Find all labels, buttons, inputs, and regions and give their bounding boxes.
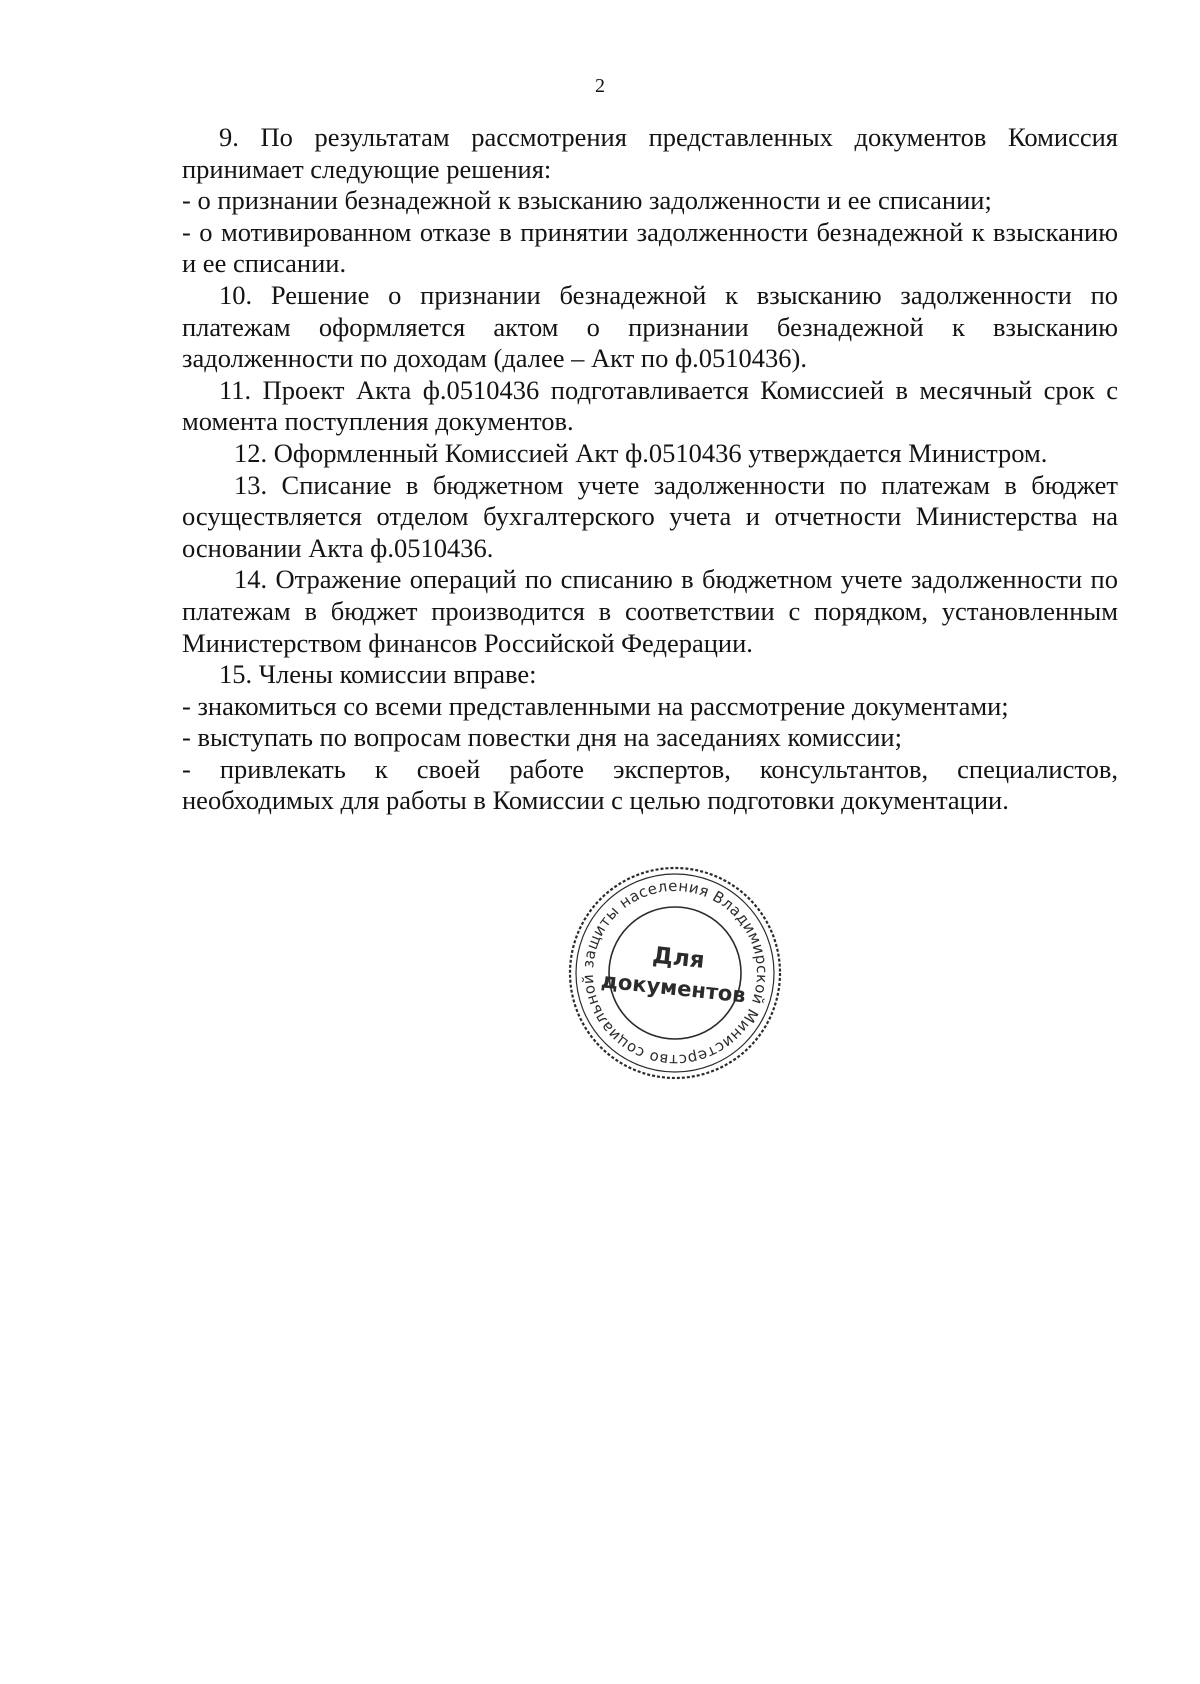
document-body [182, 122, 1118, 817]
paragraph-9-item-2: - о мотивированном отказе в принятии задолженности безнадежной к взысканию и ее списании. [182, 216, 1118, 279]
page-number: 2 [595, 75, 605, 97]
svg-text:Министерство социальной защиты [560, 858, 790, 1088]
official-seal-stamp [560, 858, 790, 1088]
paragraph-11: 11. Проект Акта ф.0510436 подготавливается Комиссией в месячный срок с момента поступления документов. [182, 374, 1118, 437]
stamp-center-line-2: документов [600, 968, 747, 1008]
paragraph-9-intro: 9. По результатам рассмотрения представленных документов Комиссия принимает следующие решения: [182, 122, 1118, 184]
stamp-center-line-1: Для [651, 942, 706, 974]
paragraph-12: 12. Оформленный Комиссией Акт ф.0510436 утверждается Министром. [234, 437, 1048, 468]
paragraph-15-item-2: - выступать по вопросам повестки дня на заседаниях комиссии; [182, 722, 902, 753]
paragraph-15-intro: 15. Члены комиссии вправе: [219, 659, 537, 690]
paragraph-13: 13. Списание в бюджетном учете задолженности по платежам в бюджет осуществляется отделом бухгалтерского учета и отчетности Министерства на основании Акта ф.0510436. [182, 469, 1118, 563]
stamp-graphic [560, 858, 790, 1088]
paragraph-14: 14. Отражение операций по списанию в бюджетном учете задолженности по платежам в бюджет производится в соответствии с порядком, установленным Министерством финансов Российской Федерации. [182, 564, 1118, 658]
paragraph-15-item-1: - знакомиться со всеми представленными на рассмотрение документами; [182, 690, 1009, 721]
paragraph-9-item-1: - о признании безнадежной к взысканию задолженности и ее списании; [182, 185, 992, 216]
paragraph-15-item-3: - привлекать к своей работе экспертов, консультантов, специалистов, необходимых для работы в Комиссии с целью подготовки документации. [182, 753, 1118, 816]
stamp-ring-text: Министерство социальной защиты населения Владимирской [578, 876, 772, 1070]
paragraph-10: 10. Решение о признании безнадежной к взысканию задолженности по платежам оформляется актом о признании безнадежной к взысканию задолженности по доходам (далее – Акт по ф.0510436). [182, 279, 1118, 374]
